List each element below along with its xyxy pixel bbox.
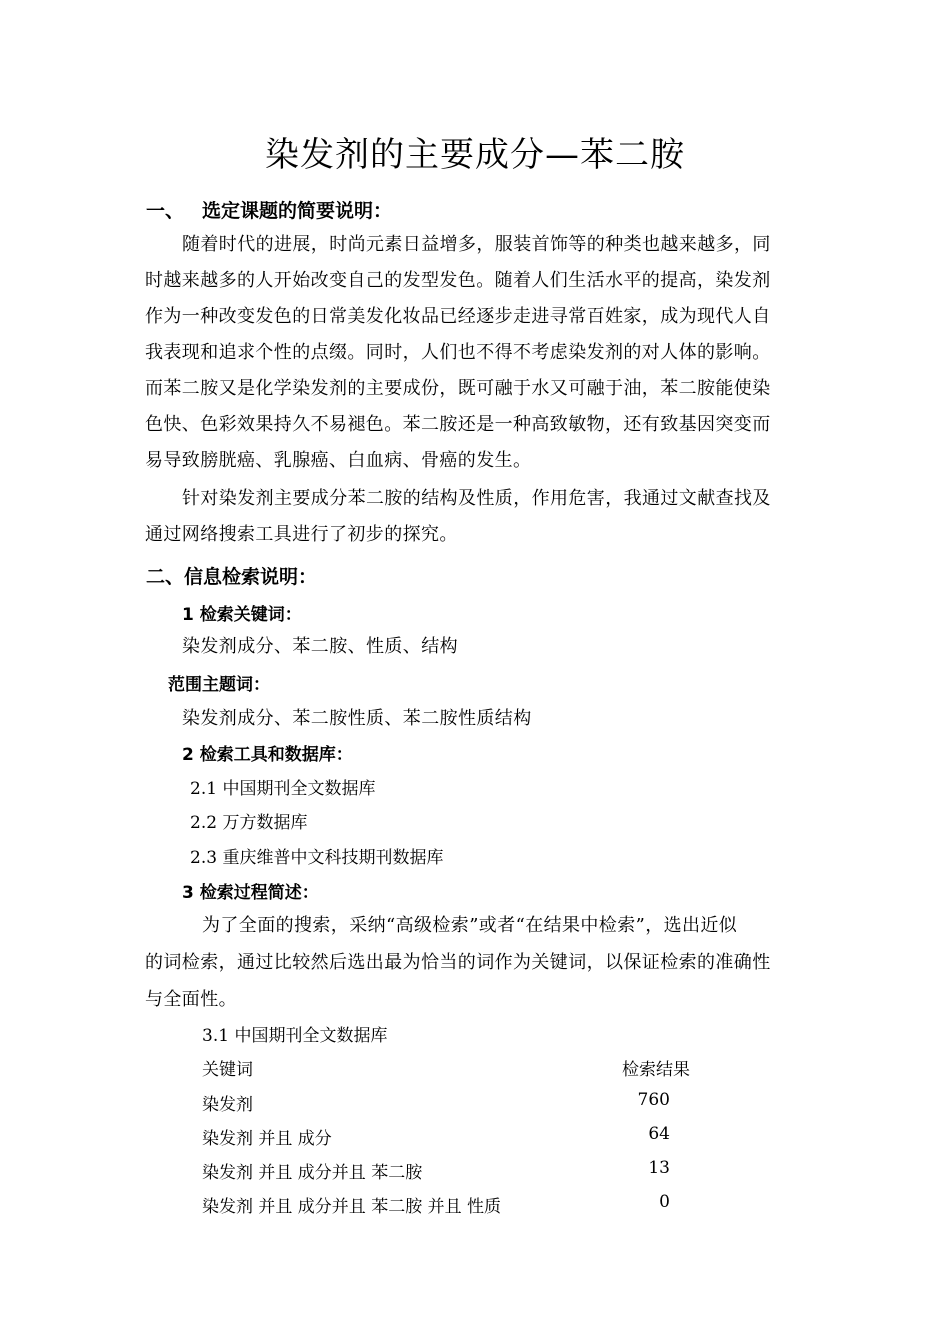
table-row-keyword: 染发剂 — [202, 1095, 253, 1115]
paragraph-line: 随着时代的进展，时尚元素日益增多，服装首饰等的种类也越来越多，同 — [182, 234, 771, 255]
tools-heading: 2 检索工具和数据库： — [182, 745, 353, 765]
keywords-heading: 1 检索关键词： — [182, 605, 302, 625]
paragraph-line: 通过网络搜索工具进行了初步的探究。 — [145, 524, 458, 545]
page-title: 染发剂的主要成分—苯二胺 — [265, 135, 685, 175]
scope-text: 染发剂成分、苯二胺性质、苯二胺性质结构 — [182, 708, 532, 729]
table-row-keyword: 染发剂 并且 成分并且 苯二胺 并且 性质 — [202, 1197, 502, 1217]
tool-item: 2.2 万方数据库 — [190, 813, 308, 833]
paragraph-line: 色快、色彩效果持久不易褪色。苯二胺还是一种高致敏物，还有致基因突变而 — [145, 414, 771, 435]
table-row-result: 13 — [648, 1158, 670, 1178]
paragraph-line: 易导致膀胱癌、乳腺癌、白血病、骨癌的发生。 — [145, 450, 532, 471]
table-row-result: 0 — [659, 1192, 670, 1212]
paragraph-line: 作为一种改变发色的日常美发化妆品已经逐步走进寻常百姓家，成为现代人自 — [145, 306, 771, 327]
paragraph-line: 为了全面的搜索，采纳“高级检索”或者“在结果中检索”，选出近似 — [202, 915, 738, 936]
table-row-keyword: 染发剂 并且 成分 — [202, 1129, 332, 1149]
paragraph-line: 的词检索，通过比较然后选出最为恰当的词作为关键词，以保证检索的准确性 — [145, 952, 771, 973]
database-heading: 3.1 中国期刊全文数据库 — [202, 1026, 388, 1046]
paragraph-line: 针对染发剂主要成分苯二胺的结构及性质，作用危害，我通过文献查找及 — [182, 488, 771, 509]
table-header-keyword: 关键词 — [202, 1060, 253, 1080]
table-row-result: 64 — [648, 1124, 670, 1144]
paragraph-line: 与全面性。 — [145, 989, 237, 1010]
paragraph-line: 而苯二胺又是化学染发剂的主要成份，既可融于水又可融于油，苯二胺能使染 — [145, 378, 771, 399]
table-header-result: 检索结果 — [622, 1060, 690, 1080]
keywords-text: 染发剂成分、苯二胺、性质、结构 — [182, 636, 458, 657]
process-heading: 3 检索过程简述： — [182, 883, 319, 903]
tool-item: 2.1 中国期刊全文数据库 — [190, 779, 376, 799]
table-row-keyword: 染发剂 并且 成分并且 苯二胺 — [202, 1163, 423, 1183]
section1-heading-number: 一、 — [146, 200, 185, 222]
tool-item: 2.3 重庆维普中文科技期刊数据库 — [190, 848, 444, 868]
paragraph-line: 时越来越多的人开始改变自己的发型发色。随着人们生活水平的提高，染发剂 — [145, 270, 771, 291]
section1-heading: 选定课题的简要说明： — [202, 200, 393, 222]
section2-heading: 二、信息检索说明： — [146, 566, 318, 588]
scope-heading: 范围主题词： — [168, 675, 270, 695]
table-row-result: 760 — [637, 1090, 670, 1110]
paragraph-line: 我表现和追求个性的点缀。同时，人们也不得不考虑染发剂的对人体的影响。 — [145, 342, 771, 363]
